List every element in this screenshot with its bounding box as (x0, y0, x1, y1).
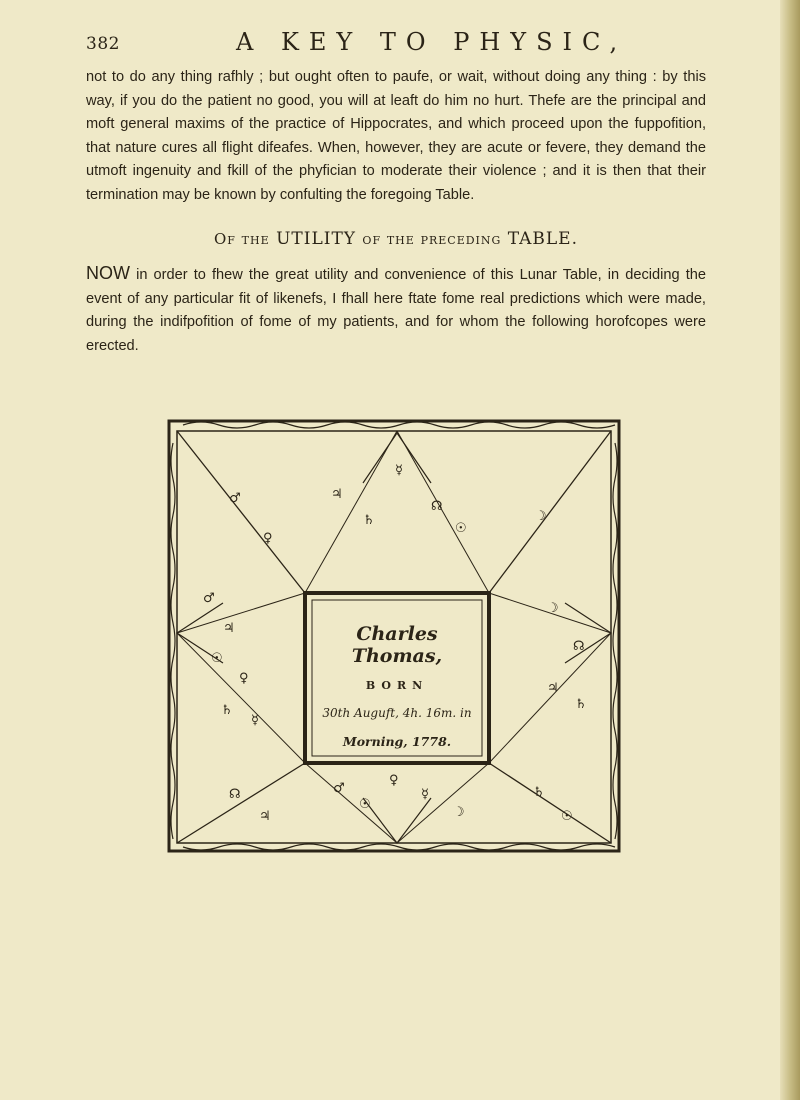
mercury-symbol-icon: ☿ (395, 463, 403, 478)
running-head (86, 28, 706, 58)
sun-symbol-icon: ☉ (455, 521, 467, 536)
sun-symbol-icon: ☉ (561, 809, 573, 824)
page-edge (780, 0, 800, 1100)
saturn-symbol-icon: ♄ (533, 785, 545, 800)
nativity-born-label: BORN (365, 679, 429, 692)
saturn-symbol-icon: ♄ (363, 513, 375, 528)
paragraph-utility (86, 262, 706, 358)
node-symbol-icon: ☊ (229, 787, 241, 802)
nativity-time: Morning, 1778. (342, 734, 452, 749)
jupiter-symbol-icon: ♃ (259, 809, 271, 824)
mars-symbol-icon: ♂ (229, 491, 241, 506)
paragraph-hippocrates: not to do any thing rafhly ; but ought often to paufe, or wait, without doing any thing : by this way, if you do the patient no good, you will at leaft do him no hurt. Thefe are the principal and moft general maxims of the practice of Hippocrates, and which proceed upon the fuppofition, that nature cures all flight difeafes. When, however, they are acute or fevere, they demand the utmoft ingenuity and fkill of the phyfician to moderate their violence ; and it is then that their termination may be known by confulting the foregoing Table. (86, 69, 706, 203)
jupiter-symbol-icon: ♃ (547, 681, 559, 696)
saturn-symbol-icon: ♄ (575, 697, 587, 712)
mercury-symbol-icon: ☿ (251, 713, 259, 728)
sun-symbol-icon: ☉ (359, 797, 371, 812)
jupiter-symbol-icon: ♃ (331, 487, 343, 502)
nativity-card (313, 605, 481, 755)
mars-symbol-icon: ♂ (203, 591, 215, 606)
saturn-symbol-icon: ♄ (221, 703, 233, 718)
moon-symbol-icon: ☽ (535, 509, 547, 524)
node-symbol-icon: ☊ (431, 499, 443, 514)
page-number: 382 (86, 34, 120, 54)
nativity-date: 30th Auguft, 4h. 16m. in (322, 706, 472, 720)
sun-symbol-icon: ☉ (211, 651, 223, 666)
heading-utility: UTILITY (276, 229, 357, 249)
heading-table: TABLE. (507, 229, 578, 249)
jupiter-symbol-icon: ♃ (223, 621, 235, 636)
lead-word: NOW (86, 263, 130, 283)
heading-of: Of the (213, 230, 270, 248)
book-title: A KEY TO PHYSIC, (236, 28, 628, 56)
mars-symbol-icon: ♂ (333, 781, 345, 796)
node-symbol-icon: ☊ (573, 639, 585, 654)
moon-symbol-icon: ☽ (547, 601, 559, 616)
paragraph-utility-text: in order to fhew the great utility and convenience of this Lunar Table, in deciding the event of any particular fit of likenefs, I fhall here ftate fome real predictions which were made, during the indifpofition of fome of my patients, and for whom the following horofcopes were erected. (86, 267, 706, 354)
horoscope-diagram (163, 413, 625, 859)
venus-symbol-icon: ♀ (239, 671, 249, 686)
mercury-symbol-icon: ☿ (421, 787, 429, 802)
venus-symbol-icon: ♀ (263, 531, 273, 546)
venus-symbol-icon: ♀ (389, 773, 399, 788)
heading-of-preceding: of the preceding (362, 230, 502, 248)
nativity-name: Charles Thomas, (351, 623, 443, 667)
moon-symbol-icon: ☽ (453, 805, 465, 820)
section-heading (86, 229, 706, 249)
